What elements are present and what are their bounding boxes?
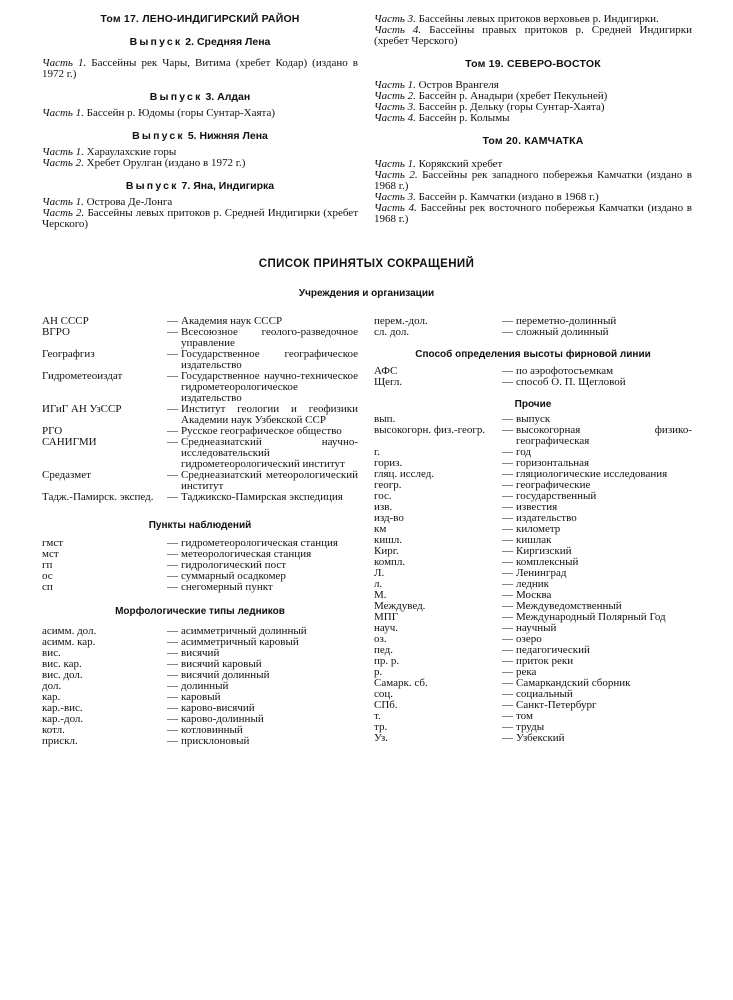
- abbrev-term: кар.: [42, 691, 61, 703]
- part-text: Остров Врангеля: [418, 79, 499, 91]
- dash-separator: —: [502, 600, 513, 612]
- abbrev-term: тр.: [374, 721, 388, 733]
- abbrev-term: АН СССР: [42, 315, 89, 327]
- dash-separator: —: [167, 315, 178, 327]
- dash-separator: —: [502, 622, 513, 634]
- abbrev-definition: Москва: [516, 589, 552, 601]
- abbrev-definition: Международный Полярный Год: [516, 611, 666, 623]
- part-text: Бассейн р. Камчатки (издано в 1968 г.): [418, 191, 599, 203]
- abbrev-row: [42, 371, 358, 404]
- part-item: [42, 158, 358, 169]
- abbrev-term: Тадж.-Памирск. экспед.: [42, 491, 154, 503]
- abbrev-definition: озеро: [516, 633, 542, 645]
- part-text: Бассейны рек восточного побережья Камчатки (издано в 1968 г.): [374, 202, 693, 225]
- abbrev-definition: висячий каровый: [181, 658, 262, 670]
- abbrev-definition-wrap: [167, 492, 358, 503]
- abbrev-row: [42, 349, 358, 371]
- abbrev-definition: Всесоюзное геолого-разведочное управление: [181, 326, 358, 349]
- abbrev-definition: приток реки: [516, 655, 574, 667]
- dash-separator: —: [167, 724, 178, 736]
- abbrev-definition: горизонтальная: [516, 457, 590, 469]
- abbrev-definition: присклоновый: [181, 735, 250, 747]
- morph-list: [42, 626, 358, 747]
- dash-separator: —: [167, 647, 178, 659]
- abbrev-definition-wrap: [167, 736, 358, 747]
- abbrev-definition: известия: [516, 501, 558, 513]
- abbrev-term: СПб.: [374, 699, 398, 711]
- abbrev-term: Гидрометеоиздат: [42, 370, 123, 382]
- abbrev-definition-wrap: [167, 470, 358, 492]
- tom20-title: Том 20. КАМЧАТКА: [482, 135, 584, 147]
- part-text: Хребет Орулган (издано в 1972 г.): [86, 157, 246, 169]
- abbrev-definition: висячий долинный: [181, 669, 270, 681]
- abbrev-term: асимм. кар.: [42, 636, 96, 648]
- stations-list: [42, 538, 358, 593]
- dash-separator: —: [167, 326, 178, 338]
- dash-separator: —: [502, 446, 513, 458]
- part-label: Часть 2.: [42, 157, 84, 169]
- abbrev-definition-wrap: [502, 425, 692, 447]
- abbrev-definition: переметно-долинный: [516, 315, 617, 327]
- dash-separator: —: [167, 636, 178, 648]
- abbrev-definition: Междуведомственный: [516, 600, 622, 612]
- abbrev-definition: сложный долинный: [516, 326, 609, 338]
- abbrev-term: котл.: [42, 724, 65, 736]
- abbrev-term: вис. кар.: [42, 658, 82, 670]
- abbrev-row: [42, 736, 358, 747]
- part-label: Часть 1.: [42, 107, 84, 119]
- dash-separator: —: [502, 644, 513, 656]
- dash-separator: —: [167, 625, 178, 637]
- abbrev-row: [374, 425, 692, 447]
- abbrev-definition-wrap: [167, 327, 358, 349]
- part-item: [42, 58, 358, 80]
- dash-separator: —: [502, 589, 513, 601]
- dash-separator: —: [502, 677, 513, 689]
- abbrev-definition: метеорологическая станция: [181, 548, 312, 560]
- abbrev-left-column: [42, 316, 358, 747]
- part-text: Бассейны рек западного побережья Камчатки (издано в 1968 г.): [374, 169, 693, 192]
- abbrev-definition: гидрометеорологическая станция: [181, 537, 338, 549]
- abbrev-definition: Государственное научно-техническое гидрометеорологическое издательство: [181, 370, 358, 404]
- abbrev-term: перем.-дол.: [374, 315, 428, 327]
- dash-separator: —: [502, 315, 513, 327]
- dash-separator: —: [502, 424, 513, 436]
- abbrev-definition: Киргизский: [516, 545, 572, 557]
- dash-separator: —: [167, 348, 178, 360]
- firn-title: Способ определения высоты фирновой линии: [415, 349, 651, 360]
- abbrev-definition: издательство: [516, 512, 577, 524]
- abbrev-definition: карово-долинный: [181, 713, 264, 725]
- abbrev-term: ИГиГ АН УзССР: [42, 403, 122, 415]
- institutions-title: Учреждения и организации: [298, 288, 435, 299]
- abbrev-definition: Санкт-Петербург: [516, 699, 597, 711]
- dash-separator: —: [167, 469, 178, 481]
- abbrev-definition: ледник: [516, 578, 549, 590]
- dash-separator: —: [167, 491, 178, 503]
- abbrev-term: кар.-дол.: [42, 713, 84, 725]
- part-item: [374, 203, 692, 225]
- abbrev-term: оз.: [374, 633, 387, 645]
- dash-separator: —: [502, 479, 513, 491]
- abbrev-term: Географгиз: [42, 348, 95, 360]
- abbrev-definition: километр: [516, 523, 561, 535]
- issue-3-title: [42, 92, 358, 103]
- stations-title: Пункты наблюдений: [148, 520, 252, 531]
- abbrev-term: пр. р.: [374, 655, 400, 667]
- abbrev-definition: способ О. П. Щегловой: [516, 376, 626, 388]
- issue-word: Выпуск: [149, 91, 203, 103]
- abbrev-term: л.: [374, 578, 383, 590]
- abbrev-definition: Ленинград: [516, 567, 567, 579]
- dash-separator: —: [502, 688, 513, 700]
- dash-separator: —: [502, 413, 513, 425]
- abbrev-definition: гидрологический пост: [181, 559, 287, 571]
- dash-separator: —: [167, 436, 178, 448]
- abbrev-term: сп: [42, 581, 53, 593]
- part-text: Бассейны правых притоков р. Средней Индигирки (хребет Черского): [374, 24, 692, 47]
- abbrev-term: вис. дол.: [42, 669, 83, 681]
- other-list: [374, 414, 692, 744]
- part-label: Часть 4.: [374, 112, 416, 124]
- firn-list: [374, 366, 692, 388]
- abbrev-term: Кирг.: [374, 545, 399, 557]
- dash-separator: —: [167, 570, 178, 582]
- dash-separator: —: [167, 669, 178, 681]
- abbrev-term: прискл.: [42, 735, 78, 747]
- dash-separator: —: [502, 326, 513, 338]
- abbrev-definition: висячий: [181, 647, 220, 659]
- abbrev-term: изв.: [374, 501, 393, 513]
- abbrev-term: Самарк. сб.: [374, 677, 428, 689]
- part-text: Хараулахские горы: [86, 146, 177, 158]
- abbrev-term: пед.: [374, 644, 393, 656]
- abbrev-definition: географические: [516, 479, 591, 491]
- abbrev-term: ВГРО: [42, 326, 70, 338]
- issue-word: Выпуск: [129, 36, 183, 48]
- abbrev-definition-wrap: [167, 371, 358, 404]
- abbrev-definition: выпуск: [516, 413, 551, 425]
- part-label: Часть 1.: [42, 57, 87, 69]
- dash-separator: —: [167, 691, 178, 703]
- part-item: [42, 108, 358, 119]
- part-text: Бассейн р. Юдомы (горы Сунтар-Хаята): [86, 107, 276, 119]
- abbrev-term: сл. дол.: [374, 326, 410, 338]
- abbrev-definition: социальный: [516, 688, 573, 700]
- other-title: Прочие: [514, 399, 552, 410]
- issue-rest: 5. Нижняя Лена: [187, 130, 268, 142]
- abbrev-term: изд-во: [374, 512, 404, 524]
- abbrev-term: Междувед.: [374, 600, 426, 612]
- part-label: Часть 4.: [374, 202, 417, 214]
- abbrev-term: Уз.: [374, 732, 388, 744]
- abbrev-term: км: [374, 523, 387, 535]
- abbrev-term: Л.: [374, 567, 385, 579]
- abbrev-term: р.: [374, 666, 383, 678]
- dash-separator: —: [502, 468, 513, 480]
- abbrev-definition-wrap: [167, 582, 358, 593]
- abbrev-term: геогр.: [374, 479, 402, 491]
- abbrev-definition: Среднеазиатский метеорологический институт: [181, 469, 358, 492]
- dash-separator: —: [502, 490, 513, 502]
- abbrev-definition: река: [516, 666, 537, 678]
- abbrev-definition: Самаркандский сборник: [516, 677, 631, 689]
- abbrev-definition: научный: [516, 622, 557, 634]
- issue-word: Выпуск: [132, 130, 185, 142]
- dash-separator: —: [502, 633, 513, 645]
- part-label: Часть 3.: [374, 13, 416, 25]
- part-label: Часть 3.: [374, 191, 416, 203]
- abbrev-right-column: [374, 316, 692, 744]
- abbrev-definition: долинный: [181, 680, 229, 692]
- part-label: Часть 4.: [374, 24, 422, 36]
- dash-separator: —: [502, 501, 513, 513]
- dash-separator: —: [502, 611, 513, 623]
- dash-separator: —: [502, 534, 513, 546]
- abbrev-term: МПГ: [374, 611, 399, 623]
- morph-title: Морфологические типы ледников: [115, 606, 285, 617]
- abbrev-definition: Узбекский: [516, 732, 565, 744]
- dash-separator: —: [167, 425, 178, 437]
- abbrev-definition: том: [516, 710, 533, 722]
- part-label: Часть 3.: [374, 101, 416, 113]
- abbrev-definition-wrap: [167, 349, 358, 371]
- abbrev-row: [42, 404, 358, 426]
- part-text: Острова Де-Лонга: [86, 196, 173, 208]
- abbrev-row: [42, 327, 358, 349]
- morph-list-continued: [374, 316, 692, 338]
- issue-rest: 2. Средняя Лена: [185, 36, 271, 48]
- issue-rest: 3. Алдан: [205, 91, 251, 103]
- abbrev-term: асимм. дол.: [42, 625, 97, 637]
- abbrev-term: Щегл.: [374, 376, 403, 388]
- dash-separator: —: [502, 376, 513, 388]
- abbrev-definition-wrap: [167, 437, 358, 470]
- dash-separator: —: [502, 732, 513, 744]
- abbrev-term: гмст: [42, 537, 64, 549]
- dash-separator: —: [167, 537, 178, 549]
- abbrev-definition: высокогорная физико-географическая: [516, 424, 692, 447]
- abbrev-definition: по аэрофотосъемкам: [516, 365, 614, 377]
- part-label: Часть 1.: [374, 158, 416, 170]
- abbrev-title: СПИСОК ПРИНЯТЫХ СОКРАЩЕНИЙ: [258, 258, 475, 270]
- dash-separator: —: [502, 567, 513, 579]
- dash-separator: —: [502, 578, 513, 590]
- part-label: Часть 1.: [374, 79, 416, 91]
- abbrev-definition: Русское географическое общество: [181, 425, 342, 437]
- abbrev-definition: Академия наук СССР: [181, 315, 283, 327]
- abbrev-definition-wrap: [167, 404, 358, 426]
- abbrev-term: гп: [42, 559, 53, 571]
- abbrev-term: ос: [42, 570, 53, 582]
- abbrev-row: [42, 470, 358, 492]
- abbrev-term: АФС: [374, 365, 398, 377]
- abbrev-definition: кишлак: [516, 534, 552, 546]
- abbrev-definition: год: [516, 446, 532, 458]
- abbrev-term: Средазмет: [42, 469, 91, 481]
- institutions-list: [42, 316, 358, 503]
- abbrev-term: соц.: [374, 688, 394, 700]
- part-text: Бассейны левых притоков р. Средней Индигирки (хребет Черского): [42, 207, 358, 230]
- issue-5-title: [42, 131, 358, 142]
- part-text: Бассейны рек Чары, Витима (хребет Кодар) (издано в 1972 г.): [42, 57, 358, 80]
- abbrev-term: высокогорн. физ.-геогр.: [374, 424, 486, 436]
- abbrev-term: дол.: [42, 680, 62, 692]
- abbrev-term: гляц. исслед.: [374, 468, 435, 480]
- part-item: [374, 113, 692, 124]
- abbrev-definition: Институт геологии и геофизики Академии наук Узбекской ССР: [181, 403, 358, 426]
- abbrev-definition-wrap: [502, 733, 692, 744]
- dash-separator: —: [167, 403, 178, 415]
- abbrev-term: кишл.: [374, 534, 402, 546]
- abbrev-definition: Среднеазиатский научно-исследовательский гидрометеорологический институт: [181, 436, 358, 470]
- dash-separator: —: [502, 523, 513, 535]
- abbrev-row: [42, 492, 358, 503]
- dash-separator: —: [502, 699, 513, 711]
- dash-separator: —: [502, 721, 513, 733]
- abbrev-definition: гляциологические исследования: [516, 468, 668, 480]
- abbrev-term: вис.: [42, 647, 61, 659]
- abbrev-definition: труды: [516, 721, 545, 733]
- part-text: Бассейн р. Анадыри (хребет Пекульней): [418, 90, 608, 102]
- abbrev-definition: снегомерный пункт: [181, 581, 273, 593]
- abbrev-row: [374, 733, 692, 744]
- dash-separator: —: [502, 556, 513, 568]
- dash-separator: —: [502, 655, 513, 667]
- dash-separator: —: [502, 365, 513, 377]
- part-label: Часть 1.: [42, 146, 84, 158]
- dash-separator: —: [167, 702, 178, 714]
- abbrev-term: мст: [42, 548, 59, 560]
- abbrev-definition: карово-висячий: [181, 702, 255, 714]
- abbrev-definition: котловинный: [181, 724, 243, 736]
- abbrev-definition: суммарный осадкомер: [181, 570, 286, 582]
- abbrev-row: [374, 327, 692, 338]
- abbrev-definition: Таджикско-Памирская экспедиция: [181, 491, 343, 503]
- dash-separator: —: [167, 559, 178, 571]
- issue-2-title: [42, 37, 358, 48]
- part-item: [42, 208, 358, 230]
- dash-separator: —: [167, 548, 178, 560]
- dash-separator: —: [167, 658, 178, 670]
- abbrev-definition-wrap: [502, 327, 692, 338]
- dash-separator: —: [502, 512, 513, 524]
- dash-separator: —: [167, 581, 178, 593]
- abbrev-term: М.: [374, 589, 387, 601]
- abbrev-row: [42, 437, 358, 470]
- tom19-title: Том 19. СЕВЕРО-ВОСТОК: [465, 58, 601, 70]
- abbrev-term: т.: [374, 710, 381, 722]
- dash-separator: —: [167, 713, 178, 725]
- dash-separator: —: [502, 545, 513, 557]
- abbrev-definition: комплексный: [516, 556, 579, 568]
- dash-separator: —: [167, 680, 178, 692]
- abbrev-definition-wrap: [502, 377, 692, 388]
- tom17-block: [42, 14, 358, 230]
- abbrev-row: [374, 377, 692, 388]
- part-item: [374, 170, 692, 192]
- issue-rest: 7. Яна, Индигирка: [181, 180, 275, 192]
- abbrev-definition: асимметричный каровый: [181, 636, 299, 648]
- part-text: Корякский хребет: [418, 158, 503, 170]
- dash-separator: —: [502, 666, 513, 678]
- part-text: Бассейны левых притоков верховьев р. Индигирки.: [418, 13, 659, 25]
- abbrev-definition: государственный: [516, 490, 597, 502]
- abbrev-term: гос.: [374, 490, 392, 502]
- dash-separator: —: [502, 457, 513, 469]
- abbrev-term: компл.: [374, 556, 406, 568]
- part-label: Часть 1.: [42, 196, 84, 208]
- abbrev-definition: Государственное географическое издательство: [181, 348, 358, 371]
- abbrev-definition: педагогический: [516, 644, 590, 656]
- part-text: Бассейн р. Дельку (горы Сунтар-Хаята): [418, 101, 605, 113]
- part-label: Часть 2.: [42, 207, 85, 219]
- right-volumes-block: [374, 14, 692, 225]
- abbrev-term: науч.: [374, 622, 398, 634]
- abbrev-definition: асимметричный долинный: [181, 625, 307, 637]
- abbrev-term: гориз.: [374, 457, 403, 469]
- abbrev-definition: каровый: [181, 691, 221, 703]
- part-item: [374, 25, 692, 47]
- part-label: Часть 2.: [374, 90, 416, 102]
- dash-separator: —: [167, 370, 178, 382]
- abbrev-term: г.: [374, 446, 381, 458]
- abbrev-term: кар.-вис.: [42, 702, 83, 714]
- abbrev-term: САНИГМИ: [42, 436, 97, 448]
- abbrev-row: [374, 700, 692, 711]
- dash-separator: —: [167, 735, 178, 747]
- part-label: Часть 2.: [374, 169, 418, 181]
- abbrev-term: вып.: [374, 413, 396, 425]
- dash-separator: —: [502, 710, 513, 722]
- part-text: Бассейн р. Колымы: [418, 112, 510, 124]
- tom17-title: Том 17. ЛЕНО-ИНДИГИРСКИЙ РАЙОН: [100, 13, 300, 25]
- abbrev-row: [42, 582, 358, 593]
- issue-word: Выпуск: [125, 180, 179, 192]
- abbrev-term: РГО: [42, 425, 63, 437]
- issue-7-title: [42, 181, 358, 192]
